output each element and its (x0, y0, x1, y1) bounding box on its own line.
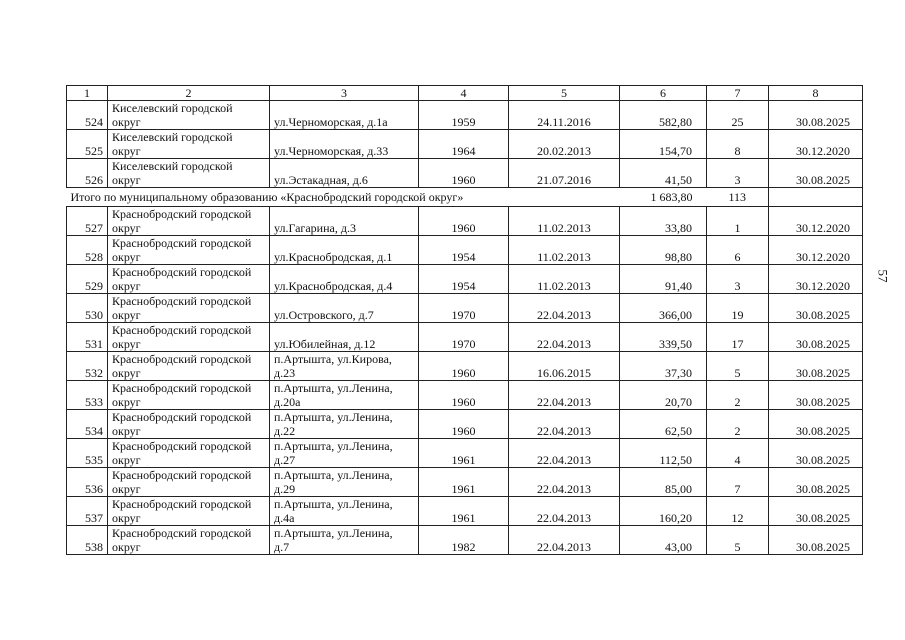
row-number-cell: 534 (67, 410, 108, 439)
table-row (67, 497, 863, 526)
address-cell (270, 207, 419, 236)
year-cell: 1964 (419, 130, 509, 159)
cell-line-1: Краснобродский городской (112, 294, 252, 308)
municipality-cell (108, 101, 270, 130)
municipality-cell (108, 497, 270, 526)
year-cell: 1960 (419, 410, 509, 439)
year-cell: 1954 (419, 236, 509, 265)
municipality-cell (108, 294, 270, 323)
cell-line-1: Краснобродский городской (112, 236, 252, 250)
address-cell (270, 294, 419, 323)
municipality-cell (108, 159, 270, 188)
cell-line-1: п.Артышта, ул.Ленина, (274, 381, 393, 395)
cell-line-2: ул.Краснобродская, д.1 (274, 250, 393, 264)
area-cell: 43,00 (620, 526, 707, 555)
municipality-cell (108, 323, 270, 352)
cell-line-2: округ (112, 308, 141, 322)
year-cell: 1960 (419, 352, 509, 381)
cell-line-1: Краснобродский городской (112, 410, 252, 424)
cell-line-2: ул.Юбилейная, д.12 (274, 337, 376, 351)
municipality-cell (108, 207, 270, 236)
cell-line-2: д.27 (274, 453, 296, 467)
residents-cell: 5 (707, 526, 769, 555)
year-cell: 1961 (419, 497, 509, 526)
deadline-cell: 30.12.2020 (769, 207, 863, 236)
date-cell: 22.04.2013 (509, 294, 620, 323)
address-cell (270, 497, 419, 526)
municipality-cell (108, 265, 270, 294)
date-cell: 22.04.2013 (509, 323, 620, 352)
column-number: 3 (270, 86, 419, 101)
area-cell: 33,80 (620, 207, 707, 236)
date-cell: 20.02.2013 (509, 130, 620, 159)
cell-line-2: округ (112, 115, 141, 129)
table-row (67, 294, 863, 323)
residents-cell: 25 (707, 101, 769, 130)
cell-line-1: Краснобродский городской (112, 468, 252, 482)
deadline-cell: 30.08.2025 (769, 159, 863, 188)
area-cell: 154,70 (620, 130, 707, 159)
area-cell: 62,50 (620, 410, 707, 439)
table-row (67, 159, 863, 188)
cell-line-1: Краснобродский городской (112, 497, 252, 511)
cell-line-1: Краснобродский городской (112, 352, 252, 366)
date-cell: 22.04.2013 (509, 468, 620, 497)
table-row (67, 207, 863, 236)
total-label: Итого по муниципальному образованию «Краснобродский городской округ» (67, 188, 620, 207)
cell-line-1: Краснобродский городской (112, 439, 252, 453)
date-cell: 11.02.2013 (509, 265, 620, 294)
column-number: 8 (769, 86, 863, 101)
year-cell: 1970 (419, 294, 509, 323)
table-row (67, 439, 863, 468)
table-row (67, 265, 863, 294)
date-cell: 22.04.2013 (509, 497, 620, 526)
column-number: 4 (419, 86, 509, 101)
area-cell: 41,50 (620, 159, 707, 188)
total-row (67, 188, 863, 207)
cell-line-1: Краснобродский городской (112, 207, 252, 221)
municipality-cell (108, 439, 270, 468)
area-cell: 37,30 (620, 352, 707, 381)
deadline-cell: 30.08.2025 (769, 323, 863, 352)
cell-line-2: округ (112, 453, 141, 467)
deadline-cell: 30.08.2025 (769, 294, 863, 323)
address-cell (270, 352, 419, 381)
row-number-cell: 537 (67, 497, 108, 526)
deadline-cell: 30.08.2025 (769, 468, 863, 497)
housing-registry-table (66, 85, 863, 555)
column-number: 6 (620, 86, 707, 101)
municipality-cell (108, 352, 270, 381)
cell-line-2: ул.Гагарина, д.3 (274, 221, 356, 235)
address-cell (270, 101, 419, 130)
cell-line-2: округ (112, 540, 141, 554)
year-cell: 1961 (419, 468, 509, 497)
year-cell: 1954 (419, 265, 509, 294)
deadline-cell: 30.12.2020 (769, 236, 863, 265)
municipality-cell (108, 468, 270, 497)
cell-line-2: ул.Островского, д.7 (274, 308, 374, 322)
cell-line-2: округ (112, 511, 141, 525)
residents-cell: 2 (707, 410, 769, 439)
address-cell (270, 410, 419, 439)
cell-line-2: д.7 (274, 540, 290, 554)
cell-line-2: д.22 (274, 424, 296, 438)
cell-line-2: округ (112, 250, 141, 264)
cell-line-1: Краснобродский городской (112, 526, 252, 540)
address-cell (270, 526, 419, 555)
total-count: 113 (707, 188, 769, 207)
year-cell: 1960 (419, 159, 509, 188)
row-number-cell: 533 (67, 381, 108, 410)
page-number: 57 (875, 269, 891, 283)
date-cell: 22.04.2013 (509, 381, 620, 410)
cell-line-1: Краснобродский городской (112, 381, 252, 395)
municipality-cell (108, 236, 270, 265)
table-row (67, 381, 863, 410)
row-number-cell: 526 (67, 159, 108, 188)
area-cell: 85,00 (620, 468, 707, 497)
column-number: 2 (108, 86, 270, 101)
deadline-cell: 30.08.2025 (769, 497, 863, 526)
municipality-cell (108, 130, 270, 159)
cell-line-1: п.Артышта, ул.Ленина, (274, 497, 393, 511)
residents-cell: 3 (707, 159, 769, 188)
table-row (67, 236, 863, 265)
row-number-cell: 529 (67, 265, 108, 294)
deadline-cell: 30.12.2020 (769, 265, 863, 294)
area-cell: 20,70 (620, 381, 707, 410)
cell-line-2: д.20а (274, 395, 301, 409)
row-number-cell: 531 (67, 323, 108, 352)
deadline-cell: 30.08.2025 (769, 352, 863, 381)
address-cell (270, 439, 419, 468)
residents-cell: 12 (707, 497, 769, 526)
date-cell: 11.02.2013 (509, 207, 620, 236)
deadline-cell: 30.08.2025 (769, 101, 863, 130)
cell-line-1: п.Артышта, ул.Ленина, (274, 526, 393, 540)
residents-cell: 3 (707, 265, 769, 294)
row-number-cell: 527 (67, 207, 108, 236)
residents-cell: 4 (707, 439, 769, 468)
column-number: 5 (509, 86, 620, 101)
address-cell (270, 159, 419, 188)
deadline-cell: 30.08.2025 (769, 526, 863, 555)
deadline-cell: 30.08.2025 (769, 410, 863, 439)
cell-line-2: д.29 (274, 482, 296, 496)
residents-cell: 17 (707, 323, 769, 352)
date-cell: 16.06.2015 (509, 352, 620, 381)
table-row (67, 468, 863, 497)
municipality-cell (108, 381, 270, 410)
cell-line-1: Киселевский городской (112, 159, 233, 173)
cell-line-1: п.Артышта, ул.Ленина, (274, 439, 393, 453)
cell-line-1: Киселевский городской (112, 101, 233, 115)
row-number-cell: 524 (67, 101, 108, 130)
year-cell: 1961 (419, 439, 509, 468)
municipality-cell (108, 526, 270, 555)
cell-line-2: ул.Краснобродская, д.4 (274, 279, 393, 293)
address-cell (270, 323, 419, 352)
residents-cell: 5 (707, 352, 769, 381)
year-cell: 1960 (419, 207, 509, 236)
total-area: 1 683,80 (620, 188, 707, 207)
area-cell: 160,20 (620, 497, 707, 526)
area-cell: 582,80 (620, 101, 707, 130)
address-cell (270, 381, 419, 410)
row-number-cell: 530 (67, 294, 108, 323)
row-number-cell: 538 (67, 526, 108, 555)
date-cell: 22.04.2013 (509, 526, 620, 555)
residents-cell: 19 (707, 294, 769, 323)
row-number-cell: 535 (67, 439, 108, 468)
residents-cell: 8 (707, 130, 769, 159)
year-cell: 1959 (419, 101, 509, 130)
deadline-cell: 30.08.2025 (769, 381, 863, 410)
cell-line-1: Киселевский городской (112, 130, 233, 144)
date-cell: 11.02.2013 (509, 236, 620, 265)
address-cell (270, 265, 419, 294)
table-row (67, 352, 863, 381)
cell-line-2: округ (112, 366, 141, 380)
deadline-cell: 30.12.2020 (769, 130, 863, 159)
year-cell: 1982 (419, 526, 509, 555)
column-number-row (67, 86, 863, 101)
table-row (67, 323, 863, 352)
cell-line-2: округ (112, 173, 141, 187)
cell-line-2: округ (112, 395, 141, 409)
table-row (67, 101, 863, 130)
row-number-cell: 528 (67, 236, 108, 265)
residents-cell: 2 (707, 381, 769, 410)
table-row (67, 410, 863, 439)
cell-line-2: ул.Черноморская, д.1а (274, 115, 388, 129)
column-number: 1 (67, 86, 108, 101)
cell-line-1: п.Артышта, ул.Кирова, (274, 352, 392, 366)
date-cell: 22.04.2013 (509, 410, 620, 439)
address-cell (270, 236, 419, 265)
cell-line-1: Краснобродский городской (112, 323, 252, 337)
area-cell: 339,50 (620, 323, 707, 352)
cell-line-2: ул.Эстакадная, д.6 (274, 173, 368, 187)
date-cell: 24.11.2016 (509, 101, 620, 130)
table-row (67, 130, 863, 159)
area-cell: 366,00 (620, 294, 707, 323)
cell-line-1: п.Артышта, ул.Ленина, (274, 410, 393, 424)
row-number-cell: 525 (67, 130, 108, 159)
year-cell: 1960 (419, 381, 509, 410)
column-number: 7 (707, 86, 769, 101)
municipality-cell (108, 410, 270, 439)
residents-cell: 1 (707, 207, 769, 236)
row-number-cell: 536 (67, 468, 108, 497)
area-cell: 91,40 (620, 265, 707, 294)
row-number-cell: 532 (67, 352, 108, 381)
cell-line-2: округ (112, 144, 141, 158)
area-cell: 112,50 (620, 439, 707, 468)
year-cell: 1970 (419, 323, 509, 352)
total-deadline (769, 188, 863, 207)
address-cell (270, 468, 419, 497)
deadline-cell: 30.08.2025 (769, 439, 863, 468)
cell-line-2: округ (112, 221, 141, 235)
cell-line-1: п.Артышта, ул.Ленина, (274, 468, 393, 482)
date-cell: 22.04.2013 (509, 439, 620, 468)
cell-line-2: округ (112, 482, 141, 496)
cell-line-2: д.4а (274, 511, 295, 525)
residents-cell: 6 (707, 236, 769, 265)
residents-cell: 7 (707, 468, 769, 497)
cell-line-2: округ (112, 279, 141, 293)
cell-line-2: д.23 (274, 366, 296, 380)
date-cell: 21.07.2016 (509, 159, 620, 188)
address-cell (270, 130, 419, 159)
table-row (67, 526, 863, 555)
area-cell: 98,80 (620, 236, 707, 265)
cell-line-2: ул.Черноморская, д.33 (274, 144, 389, 158)
cell-line-1: Краснобродский городской (112, 265, 252, 279)
cell-line-2: округ (112, 424, 141, 438)
cell-line-2: округ (112, 337, 141, 351)
